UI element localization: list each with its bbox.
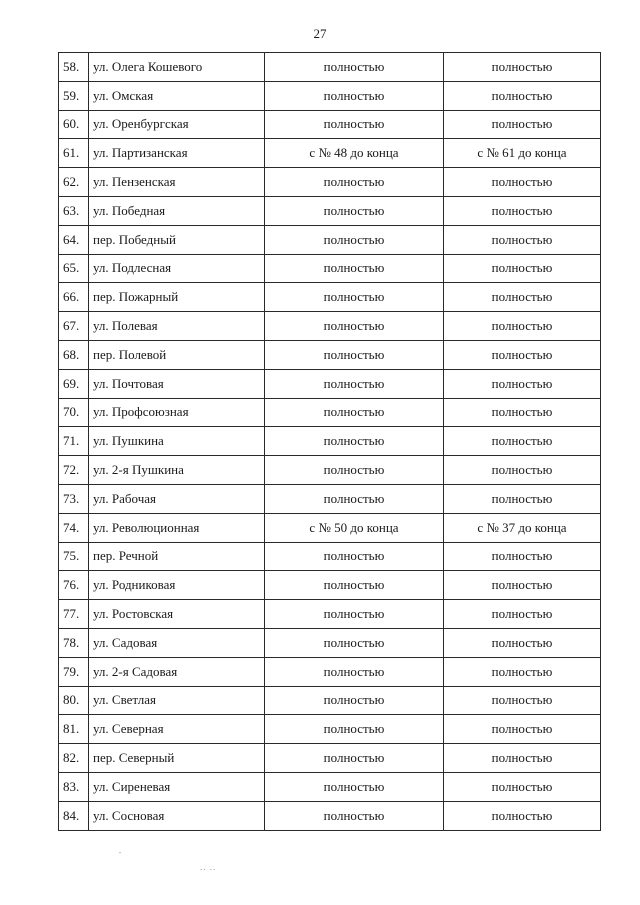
coverage-cell-2: полностью (444, 81, 601, 110)
street-name-cell: ул. Почтовая (89, 369, 265, 398)
coverage-cell-2: полностью (444, 744, 601, 773)
row-number-cell: 68. (59, 340, 89, 369)
coverage-cell-1: полностью (265, 686, 444, 715)
row-number-cell: 62. (59, 168, 89, 197)
streets-table (58, 52, 601, 831)
row-number-cell: 59. (59, 81, 89, 110)
coverage-cell-2: полностью (444, 225, 601, 254)
table-row (59, 398, 601, 427)
table-row (59, 283, 601, 312)
row-number-cell: 82. (59, 744, 89, 773)
row-number-cell: 65. (59, 254, 89, 283)
street-name-cell: ул. Подлесная (89, 254, 265, 283)
street-name-cell: пер. Полевой (89, 340, 265, 369)
row-number-cell: 74. (59, 513, 89, 542)
table-row (59, 340, 601, 369)
coverage-cell-2: с № 37 до конца (444, 513, 601, 542)
street-name-cell: пер. Северный (89, 744, 265, 773)
coverage-cell-2: полностью (444, 340, 601, 369)
coverage-cell-1: полностью (265, 398, 444, 427)
coverage-cell-2: полностью (444, 686, 601, 715)
table-row (59, 312, 601, 341)
row-number-cell: 83. (59, 772, 89, 801)
coverage-cell-1: полностью (265, 715, 444, 744)
coverage-cell-1: полностью (265, 81, 444, 110)
street-name-cell: ул. Революционная (89, 513, 265, 542)
table-row (59, 139, 601, 168)
row-number-cell: 73. (59, 484, 89, 513)
table-row (59, 600, 601, 629)
table-row (59, 571, 601, 600)
street-name-cell: ул. Садовая (89, 628, 265, 657)
street-name-cell: пер. Пожарный (89, 283, 265, 312)
street-name-cell: ул. Оренбургская (89, 110, 265, 139)
street-name-cell: ул. 2-я Пушкина (89, 456, 265, 485)
coverage-cell-2: полностью (444, 427, 601, 456)
table-row (59, 427, 601, 456)
street-name-cell: ул. Северная (89, 715, 265, 744)
row-number-cell: 76. (59, 571, 89, 600)
table-row (59, 254, 601, 283)
coverage-cell-1: полностью (265, 196, 444, 225)
coverage-cell-1: полностью (265, 53, 444, 82)
table-row (59, 772, 601, 801)
table-row (59, 657, 601, 686)
table-row (59, 801, 601, 830)
street-name-cell: ул. Ростовская (89, 600, 265, 629)
row-number-cell: 84. (59, 801, 89, 830)
table-row (59, 686, 601, 715)
streets-table-body (59, 53, 601, 831)
row-number-cell: 75. (59, 542, 89, 571)
coverage-cell-1: полностью (265, 369, 444, 398)
coverage-cell-1: полностью (265, 340, 444, 369)
coverage-cell-1: полностью (265, 456, 444, 485)
street-name-cell: ул. Омская (89, 81, 265, 110)
coverage-cell-1: с № 50 до конца (265, 513, 444, 542)
coverage-cell-2: полностью (444, 772, 601, 801)
street-name-cell: пер. Речной (89, 542, 265, 571)
coverage-cell-1: полностью (265, 484, 444, 513)
coverage-cell-2: полностью (444, 628, 601, 657)
street-name-cell: ул. Пушкина (89, 427, 265, 456)
coverage-cell-2: полностью (444, 283, 601, 312)
table-row (59, 542, 601, 571)
coverage-cell-2: полностью (444, 398, 601, 427)
row-number-cell: 66. (59, 283, 89, 312)
table-row (59, 513, 601, 542)
coverage-cell-1: полностью (265, 168, 444, 197)
coverage-cell-2: полностью (444, 484, 601, 513)
scan-artifact-dot (119, 852, 121, 853)
table-row (59, 225, 601, 254)
table-row (59, 168, 601, 197)
row-number-cell: 69. (59, 369, 89, 398)
row-number-cell: 79. (59, 657, 89, 686)
coverage-cell-1: полностью (265, 283, 444, 312)
row-number-cell: 58. (59, 53, 89, 82)
coverage-cell-2: полностью (444, 312, 601, 341)
row-number-cell: 71. (59, 427, 89, 456)
table-row (59, 628, 601, 657)
coverage-cell-1: полностью (265, 254, 444, 283)
coverage-cell-2: полностью (444, 542, 601, 571)
row-number-cell: 64. (59, 225, 89, 254)
table-row (59, 369, 601, 398)
street-name-cell: ул. Светлая (89, 686, 265, 715)
coverage-cell-1: полностью (265, 600, 444, 629)
coverage-cell-2: полностью (444, 715, 601, 744)
row-number-cell: 80. (59, 686, 89, 715)
scan-artifact-mark: .. .. (200, 862, 217, 872)
coverage-cell-1: полностью (265, 744, 444, 773)
coverage-cell-2: полностью (444, 801, 601, 830)
page-number: 27 (313, 26, 327, 41)
table-row (59, 196, 601, 225)
coverage-cell-1: полностью (265, 571, 444, 600)
coverage-cell-2: полностью (444, 456, 601, 485)
table-row (59, 53, 601, 82)
coverage-cell-2: полностью (444, 53, 601, 82)
street-name-cell: ул. Сосновая (89, 801, 265, 830)
street-name-cell: ул. Полевая (89, 312, 265, 341)
street-name-cell: ул. Победная (89, 196, 265, 225)
row-number-cell: 61. (59, 139, 89, 168)
table-row (59, 715, 601, 744)
table-row (59, 744, 601, 773)
row-number-cell: 63. (59, 196, 89, 225)
coverage-cell-2: полностью (444, 657, 601, 686)
street-name-cell: ул. 2-я Садовая (89, 657, 265, 686)
row-number-cell: 78. (59, 628, 89, 657)
table-row (59, 456, 601, 485)
coverage-cell-2: полностью (444, 369, 601, 398)
coverage-cell-1: полностью (265, 657, 444, 686)
coverage-cell-2: полностью (444, 254, 601, 283)
coverage-cell-1: полностью (265, 772, 444, 801)
row-number-cell: 72. (59, 456, 89, 485)
street-name-cell: ул. Рабочая (89, 484, 265, 513)
row-number-cell: 70. (59, 398, 89, 427)
table-row (59, 110, 601, 139)
coverage-cell-2: полностью (444, 600, 601, 629)
coverage-cell-2: с № 61 до конца (444, 139, 601, 168)
row-number-cell: 77. (59, 600, 89, 629)
street-name-cell: ул. Пензенская (89, 168, 265, 197)
coverage-cell-1: полностью (265, 110, 444, 139)
coverage-cell-1: полностью (265, 628, 444, 657)
street-name-cell: ул. Сиреневая (89, 772, 265, 801)
coverage-cell-2: полностью (444, 168, 601, 197)
row-number-cell: 67. (59, 312, 89, 341)
street-name-cell: пер. Победный (89, 225, 265, 254)
street-name-cell: ул. Партизанская (89, 139, 265, 168)
coverage-cell-2: полностью (444, 571, 601, 600)
table-row (59, 484, 601, 513)
coverage-cell-1: полностью (265, 427, 444, 456)
row-number-cell: 60. (59, 110, 89, 139)
street-name-cell: ул. Профсоюзная (89, 398, 265, 427)
coverage-cell-1: полностью (265, 542, 444, 571)
table-row (59, 81, 601, 110)
street-name-cell: ул. Родниковая (89, 571, 265, 600)
street-name-cell: ул. Олега Кошевого (89, 53, 265, 82)
coverage-cell-1: полностью (265, 225, 444, 254)
coverage-cell-1: с № 48 до конца (265, 139, 444, 168)
coverage-cell-2: полностью (444, 196, 601, 225)
coverage-cell-2: полностью (444, 110, 601, 139)
coverage-cell-1: полностью (265, 312, 444, 341)
row-number-cell: 81. (59, 715, 89, 744)
coverage-cell-1: полностью (265, 801, 444, 830)
